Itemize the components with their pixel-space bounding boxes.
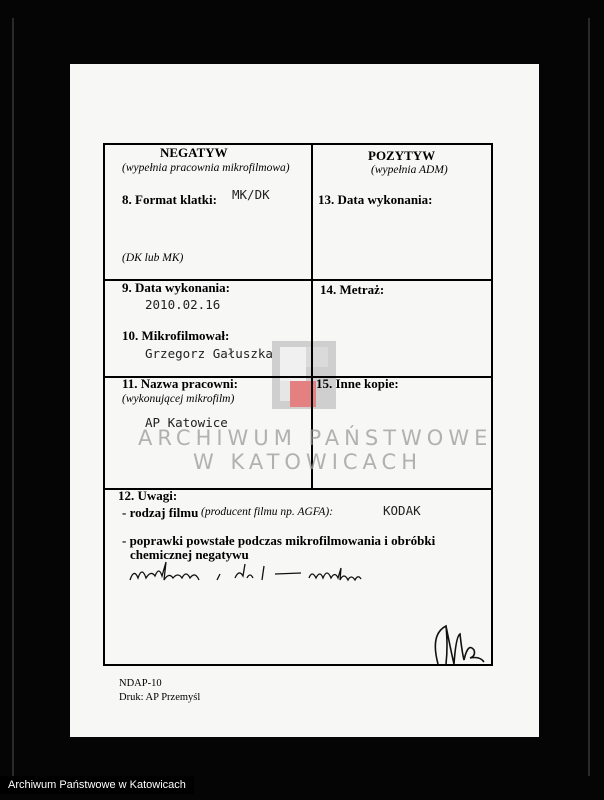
uwagi-label: 12. Uwagi: [118,488,178,503]
archive-caption: Archiwum Państwowe w Katowicach [0,776,194,794]
watermark-line2: W KATOWICACH [193,450,423,474]
print-info: Druk: AP Przemyśl [119,692,201,703]
negatyw-title: NEGATYW [160,145,228,160]
film-edge-left [12,18,14,776]
pozytyw-title: POZYTYW [368,148,436,163]
rodzaj-filmu-value: KODAK [383,503,421,518]
mikrofilmowal-label: 10. Mikrofilmował: [122,328,230,343]
poprawki-line1: - poprawki powstałe podczas mikrofilmowania i obróbki [122,533,436,548]
signature [428,618,496,668]
mikrofilmowal-value: Grzegorz Gałuszka [145,346,273,361]
pozytyw-data-label: 13. Data wykonania: [318,192,433,207]
data-wykonania-value: 2010.02.16 [145,297,221,312]
format-value: MK/DK [232,187,270,202]
film-edge-right [588,18,590,776]
rodzaj-filmu-label: - rodzaj filmu [122,505,199,520]
inne-kopie-label: 15. Inne kopie: [316,376,399,391]
poprawki-line2: chemicznej negatywu [130,547,249,562]
format-hint: (DK lub MK) [122,252,184,264]
pracownia-hint: (wykonującej mikrofilm) [122,393,235,405]
handwritten-note [125,560,385,588]
pracownia-label: 11. Nazwa pracowni: [122,376,238,391]
negatyw-subtitle: (wypełnia pracownia mikrofilmowa) [122,162,290,174]
metraz-label: 14. Metraż: [320,282,385,297]
format-label: 8. Format klatki: [122,192,217,207]
pozytyw-subtitle: (wypełnia ADM) [371,164,448,176]
form-code: NDAP-10 [119,678,162,689]
pracownia-value: AP Katowice [145,415,228,430]
watermark-line1: ARCHIWUM PAŃSTWOWE [138,426,493,450]
data-wykonania-label: 9. Data wykonania: [122,280,230,295]
rodzaj-filmu-hint: (producent filmu np. AGFA): [201,506,334,518]
